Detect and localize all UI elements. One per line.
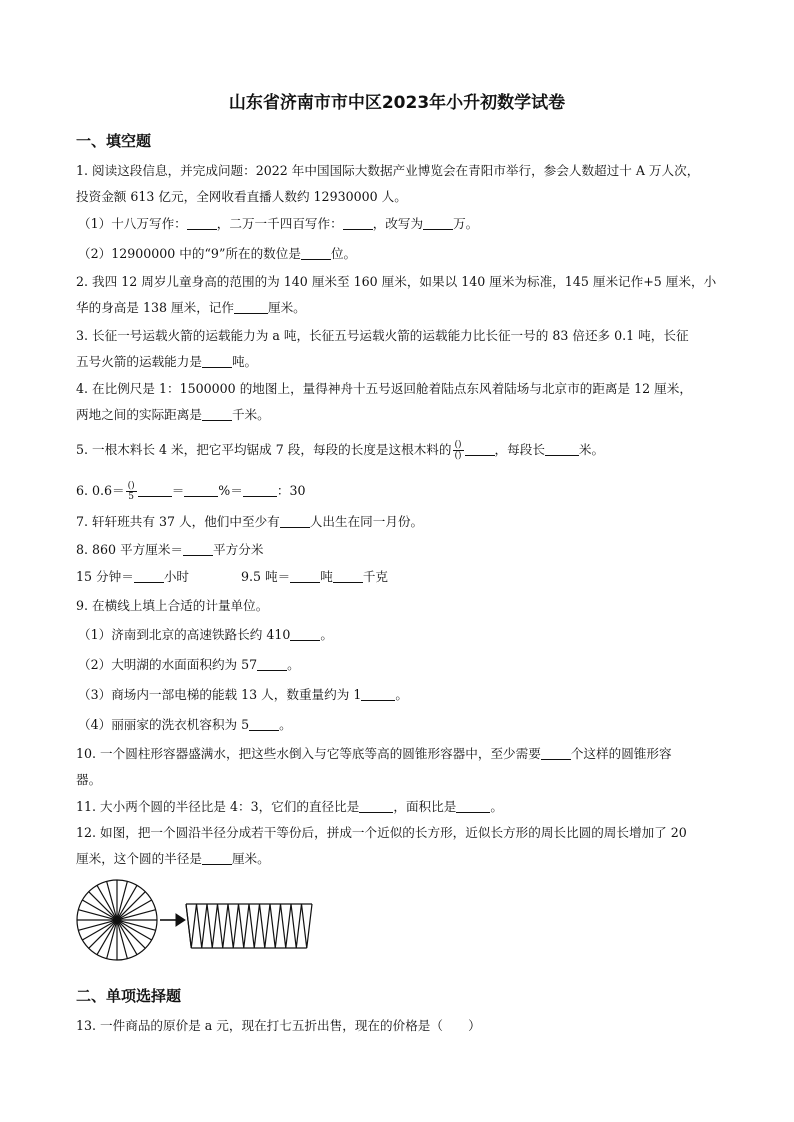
answer-blank[interactable] [202, 852, 232, 865]
q9-part4: （4）丽丽家的洗衣机容积为 5 。 [78, 717, 292, 732]
q2-line2: 华的身高是 138 厘米，记作 厘米。 [76, 300, 306, 315]
answer-blank[interactable] [202, 408, 232, 421]
q12-line2: 厘米，这个圆的半径是 厘米。 [76, 851, 270, 866]
answer-blank[interactable] [541, 747, 571, 760]
q1-part1: （1）十八万写作： ，二万一千四百写作： ，改写为 万。 [78, 216, 479, 231]
answer-blank[interactable] [333, 570, 363, 583]
section-single-choice: 二、单项选择题 [76, 987, 182, 1005]
fraction: $\frac{()}{()}$ [454, 440, 462, 461]
answer-blank[interactable] [301, 247, 331, 260]
answer-blank[interactable] [423, 217, 453, 230]
q8-line1: 8. 860 平方厘米＝ 平方分米 [76, 542, 264, 557]
arrow-icon [160, 914, 185, 926]
answer-blank[interactable] [202, 355, 232, 368]
answer-blank[interactable] [361, 688, 395, 701]
answer-blank[interactable] [280, 515, 310, 528]
answer-blank[interactable] [290, 570, 320, 583]
answer-blank[interactable] [343, 217, 373, 230]
q2-line1: 2. 我四 12 周岁儿童身高的范围的为 140 厘米至 160 厘米，如果以 140 厘米为标准，145 厘米记作+5 厘米，小 [76, 274, 717, 289]
answer-blank[interactable] [290, 628, 320, 641]
fraction: $\frac{()}{5}$ [127, 481, 135, 502]
q1-line1: 1. 阅读这段信息，并完成问题：2022 年中国国际大数据产业博览会在青阳市举行，参会人数超过十 A 万人次， [76, 163, 700, 178]
q9-part1: （1）济南到北京的高速铁路长约 410 。 [78, 627, 333, 642]
answer-blank[interactable] [234, 301, 268, 314]
q12-line1: 12. 如图，把一个圆沿半径分成若干等份后，拼成一个近似的长方形，近似长方形的周长比圆的周长增加了 20 [76, 825, 687, 840]
answer-blank[interactable] [257, 658, 287, 671]
q9-part2: （2）大明湖的水面面积约为 57 。 [78, 657, 300, 672]
q9-intro: 9. 在横线上填上合适的计量单位。 [76, 598, 269, 613]
answer-blank[interactable] [134, 570, 164, 583]
answer-blank[interactable] [243, 484, 277, 497]
answer-blank[interactable] [183, 543, 213, 556]
q4-line1: 4. 在比例尺是 1：1500000 的地图上，量得神舟十五号返回舱着陆点东风着陆场与北京市的距离是 12 厘米， [76, 381, 692, 396]
answer-blank[interactable] [465, 443, 495, 456]
approx-rectangle [186, 904, 312, 948]
q8-line2: 15 分钟＝ 小时 9.5 吨＝ 吨 千克 [76, 569, 389, 584]
exam-title: 山东省济南市市中区2023年小升初数学试卷 [228, 93, 566, 113]
answer-blank[interactable] [138, 484, 172, 497]
q3-line2: 五号火箭的运载能力是 吨。 [76, 354, 258, 369]
divided-circle [77, 880, 157, 960]
circle-to-rectangle-figure [76, 876, 326, 968]
q13-line: 13. 一件商品的原价是 a 元，现在打七五折出售，现在的价格是（ ） [76, 1018, 481, 1033]
q6-line: 6. 0.6＝ $\frac{()}{5}$ ＝ %＝ ：30 [76, 481, 306, 502]
q3-line1: 3. 长征一号运载火箭的运载能力为 a 吨，长征五号运载火箭的运载能力比长征一号的 83 倍还多 0.1 吨，长征 [76, 328, 689, 343]
answer-blank[interactable] [249, 718, 279, 731]
q10-line1: 10. 一个圆柱形容器盛满水，把这些水倒入与它等底等高的圆锥形容器中，至少需要 个这样的圆锥形容 [76, 746, 672, 761]
q7-line: 7. 轩轩班共有 37 人，他们中至少有 人出生在同一月份。 [76, 514, 424, 529]
answer-blank[interactable] [456, 800, 490, 813]
q10-line2: 器。 [76, 772, 102, 787]
q5-line: 5. 一根木料长 4 米，把它平均锯成 7 段，每段的长度是这根木料的 $\frac{()}{()}$ ，每段长 米。 [76, 440, 605, 461]
answer-blank[interactable] [359, 800, 393, 813]
answer-blank[interactable] [545, 443, 579, 456]
section-fill-in: 一、填空题 [76, 132, 152, 150]
q1-part2: （2）12900000 中的“9”所在的数位是 位。 [78, 246, 357, 261]
q11-line: 11. 大小两个圆的半径比是 4：3，它们的直径比是 ，面积比是 。 [76, 799, 503, 814]
answer-blank[interactable] [184, 484, 218, 497]
q4-line2: 两地之间的实际距离是 千米。 [76, 407, 270, 422]
answer-blank[interactable] [187, 217, 217, 230]
q1-line2: 投资金额 613 亿元，全网收看直播人数约 12930000 人。 [76, 189, 407, 204]
sector-strips [186, 904, 312, 948]
q9-part3: （3）商场内一部电梯的能载 13 人，数重量约为 1 。 [78, 687, 408, 702]
